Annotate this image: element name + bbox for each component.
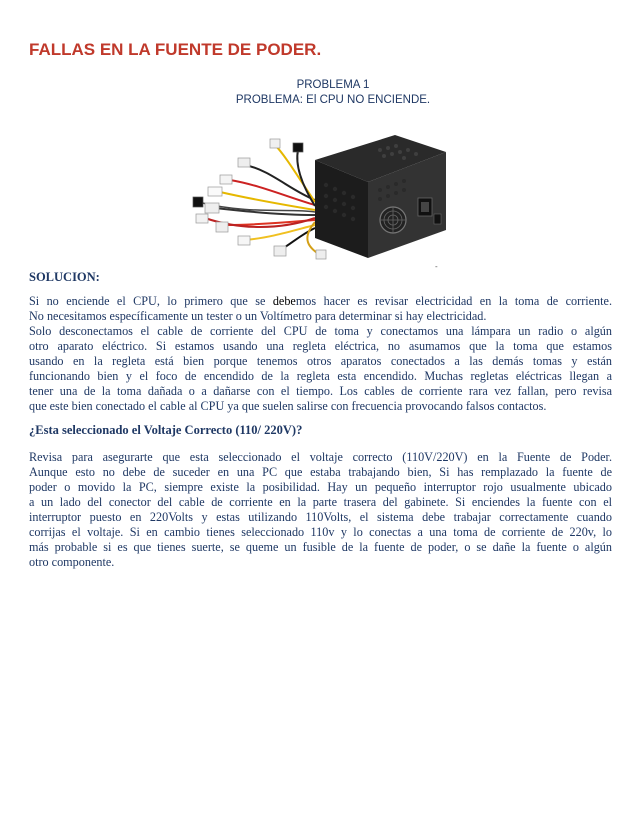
paragraph-line: más probable si es que tienes suerte, se queme un fusible de la fuente de poder, o se dañe la fuente o algún [29,540,612,554]
paragraph-line: interruptor puesto en 220Volts y estas utilizando 110Volts, el sistema debe trabajar correctamente cuando [29,510,612,524]
problem-number: PROBLEMA 1 [296,79,370,91]
problem-statement: PROBLEMA: El CPU NO ENCIENDE. [235,94,431,106]
cable-bundle [198,145,320,255]
page-title: FALLAS EN LA FUENTE DE PODER. [29,40,322,59]
paragraph-line: tener una de la toma dañada o a dañarse con el tiempo. Los cables de corriente rara vez fallan, pero revisa [29,384,612,398]
line-text: mos hacer es revisar electricidad en la toma de corriente. [295,294,612,308]
paragraph-line: No necesitamos específicamente un tester o un Voltímetro para determinar si hay electricidad. [29,309,487,323]
voltage-paragraph [29,450,612,570]
connectors [193,139,326,259]
paragraph-line: Revisa para asegurarte que esta seleccionado el voltaje correcto (110V/220V) en la Fuente de Poder. [29,450,612,464]
solution-paragraph [29,294,612,414]
solution-heading: SOLUCION: [29,270,100,284]
paragraph-line: otro aparato eléctrico. Si estamos usando una regleta eléctrica, no asumamos que la toma que estamos [29,339,612,353]
figure-note: - [435,262,438,271]
paragraph-line: usando en la regleta está bien porque tenemos otros aparatos conectados a las demás tomas y están [29,354,612,368]
paragraph-line: Solo desconectamos el cable de corriente del CPU de toma y conectamos una lámpara un radio o algún [29,324,612,338]
paragraph-line: a un lado del conector del cable de corriente en la parte trasera del gabinete. Si enciendes la fuente con el [29,495,612,509]
highlighted-word: debe [272,294,296,308]
paragraph-line: otro componente. [29,555,115,569]
paragraph-line: corrijas el voltaje. Si en cambio tienes seleccionado 110v y lo conectas a una toma de corriente de 220v, lo [29,525,612,539]
paragraph-line: Aunque esto no debe de suceder en una PC que estaba trabajando bien, Si has remplazado la fuente de [29,465,612,479]
paragraph-line: funcionando bien y el foco de encendido de la regleta esta encendido. Muchas regletas eléctricas llegan a [29,369,612,383]
paragraph-line: que este bien conectado el cable al CPU ya que suelen salirse con frecuencia provocando falsos contactos. [29,399,547,413]
psu-box [315,135,446,258]
power-supply-image [190,130,446,262]
paragraph-line: poder o movido la PC, siempre existe la posibilidad. Hay un pequeño interruptor rojo usualmente ubicado [29,480,612,494]
paragraph-line [29,294,612,309]
voltage-heading: ¿Esta seleccionado el Voltaje Correcto (110/ 220V)? [29,423,303,437]
line-text: Si no enciende el CPU, lo primero que se [29,294,273,308]
